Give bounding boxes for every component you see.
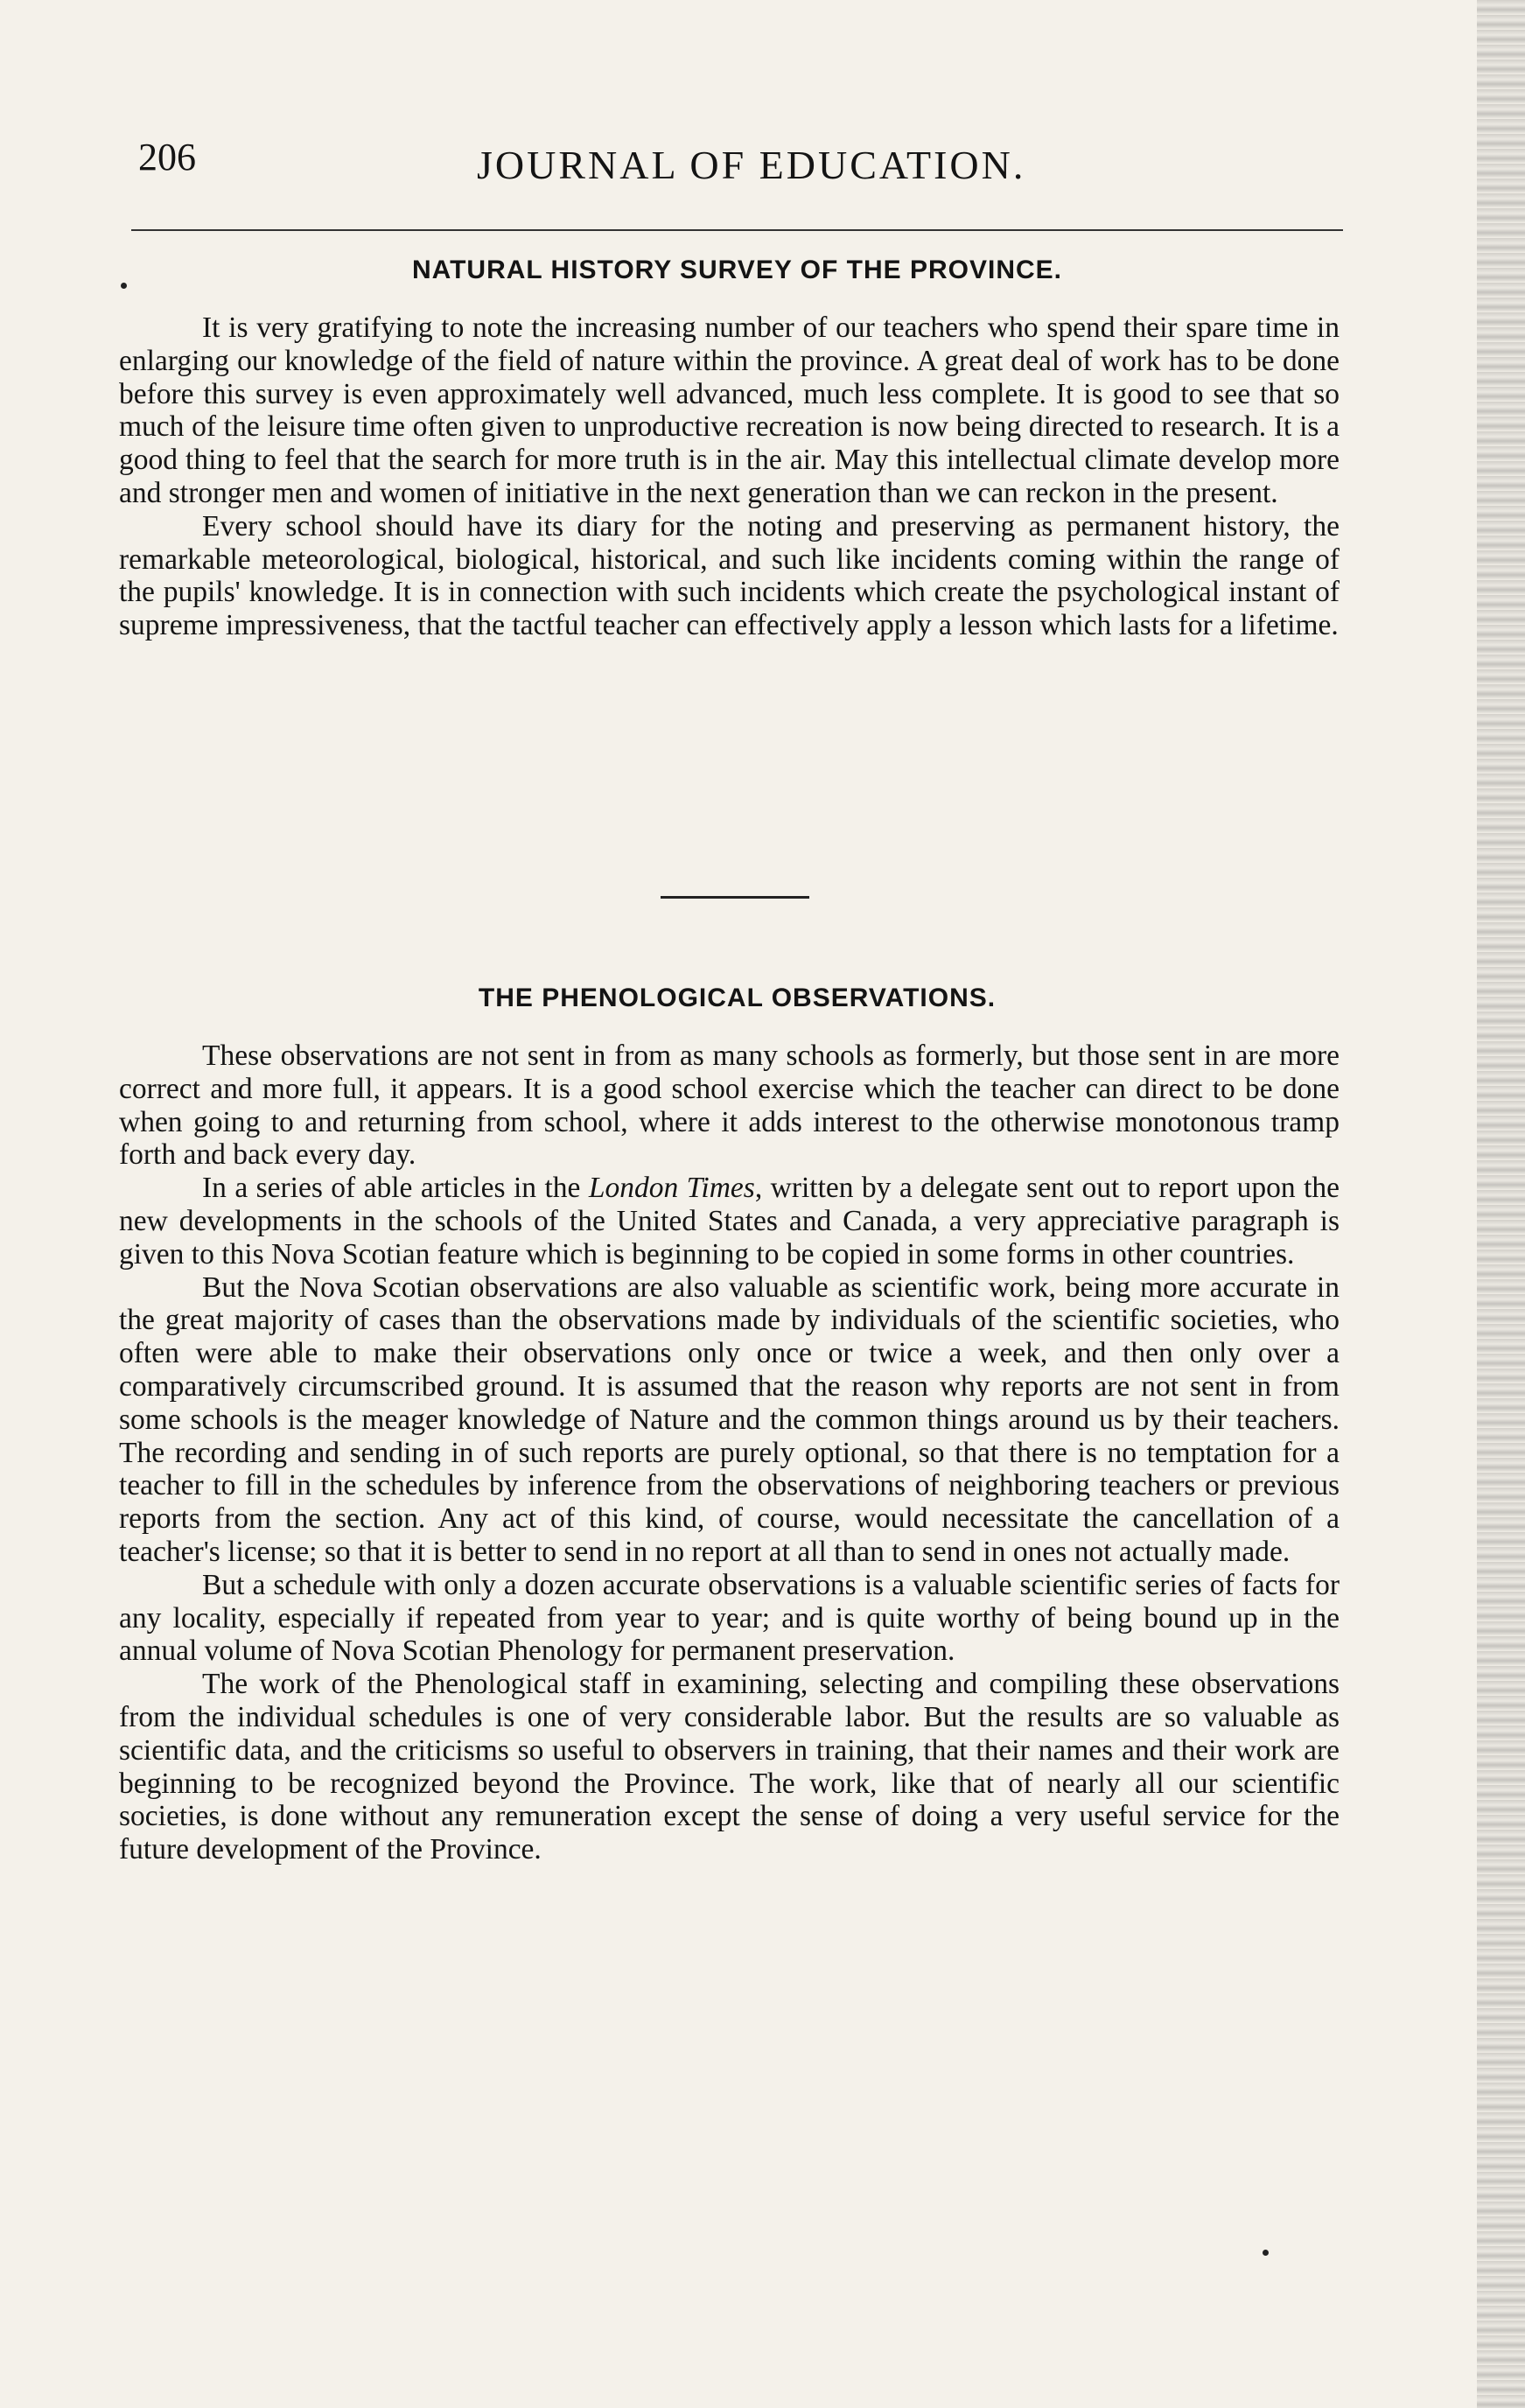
margin-dot <box>121 283 127 289</box>
section-heading-natural-history: NATURAL HISTORY SURVEY OF THE PROVINCE. <box>411 256 1062 284</box>
page-number: 206 <box>138 136 196 178</box>
journal-title: JOURNAL OF EDUCATION. <box>477 143 1026 187</box>
paragraph: But the Nova Scotian observations are also valuable as scientific work, being more accurate in the great majority of cases than the observations made by individuals of the scientific societies, who often were able to make their observations only once or twice a week, and then only over a comparatively circumscribed ground. It is assumed that the reason why reports are not sent in from some schools is the meager knowledge of Nature and the common things around us by their teachers. The recording and sending in of such reports are purely optional, so that there is no temptation for a teacher to fill in the schedules by inference from the observations of neighboring teachers or previous reports from the section. Any act of this kind, of course, would necessitate the cancellation of a teacher's license; so that it is better to send in no report at all than to send in ones not actually made. <box>119 1270 1340 1568</box>
paragraph: But a schedule with only a dozen accurate observations is a valuable scientific series of facts for any locality, especially if repeated from year to year; and is quite worthy of being bound up in the annual volume of Nova Scotian Phenology for permanent preservation. <box>119 1568 1340 1668</box>
margin-dot <box>1263 2250 1269 2256</box>
running-head <box>131 131 1356 201</box>
section-heading-phenological: THE PHENOLOGICAL OBSERVATIONS. <box>478 984 997 1012</box>
section-body-phenological <box>119 1040 1340 1866</box>
scan-edge-artifact <box>1477 0 1525 2408</box>
paragraph: It is very gratifying to note the increasing number of our teachers who spend their spare time in enlarging our knowledge of the field of nature within the province. A great deal of work has to be done before this survey is even approximately well advanced, much less complete. It is good to see that so much of the leisure time often given to unproductive recreation is now being directed to research. It is a good thing to feel that the search for more truth is in the air. May this intellectual climate develop more and stronger men and women of initiative in the next generation than we can reckon in the present. <box>119 312 1340 509</box>
paragraph: In a series of able articles in the London Times, written by a delegate sent out to report upon the new developments in the schools of the United States and Canada, a very appreciative paragraph is given to this Nova Scotian feature which is beginning to be copied in some forms in other countries. <box>119 1172 1340 1270</box>
newspaper-title: London Times <box>588 1172 755 1205</box>
header-rule <box>131 229 1343 231</box>
paragraph: These observations are not sent in from as many schools as formerly, but those sent in are more correct and more full, it appears. It is a good school exercise which the teacher can direct to be done when going to and returning from school, where it adds interest to the otherwise monotonous tramp forth and back every day. <box>119 1040 1340 1172</box>
section-separator <box>661 896 809 899</box>
paragraph: The work of the Phenological staff in examining, selecting and compiling these observations from the individual schedules is one of very considerable labor. But the results are so valuable as scientific data, and the criticisms so useful to observers in training, that their names and their work are beginning to be recognized beyond the Province. The work, like that of nearly all our scientific societies, is done without any remuneration except the sense of doing a very useful service for the future development of the Province. <box>119 1668 1340 1866</box>
paragraph: Every school should have its diary for the noting and preserving as permanent history, the remarkable meteorological, biological, historical, and such like incidents coming within the range of the pupils' knowledge. It is in connection with such incidents which create the psychological instant of supreme impressiveness, that the tactful teacher can effectively apply a lesson which lasts for a lifetime. <box>119 509 1340 642</box>
section-body-natural-history <box>119 312 1340 642</box>
